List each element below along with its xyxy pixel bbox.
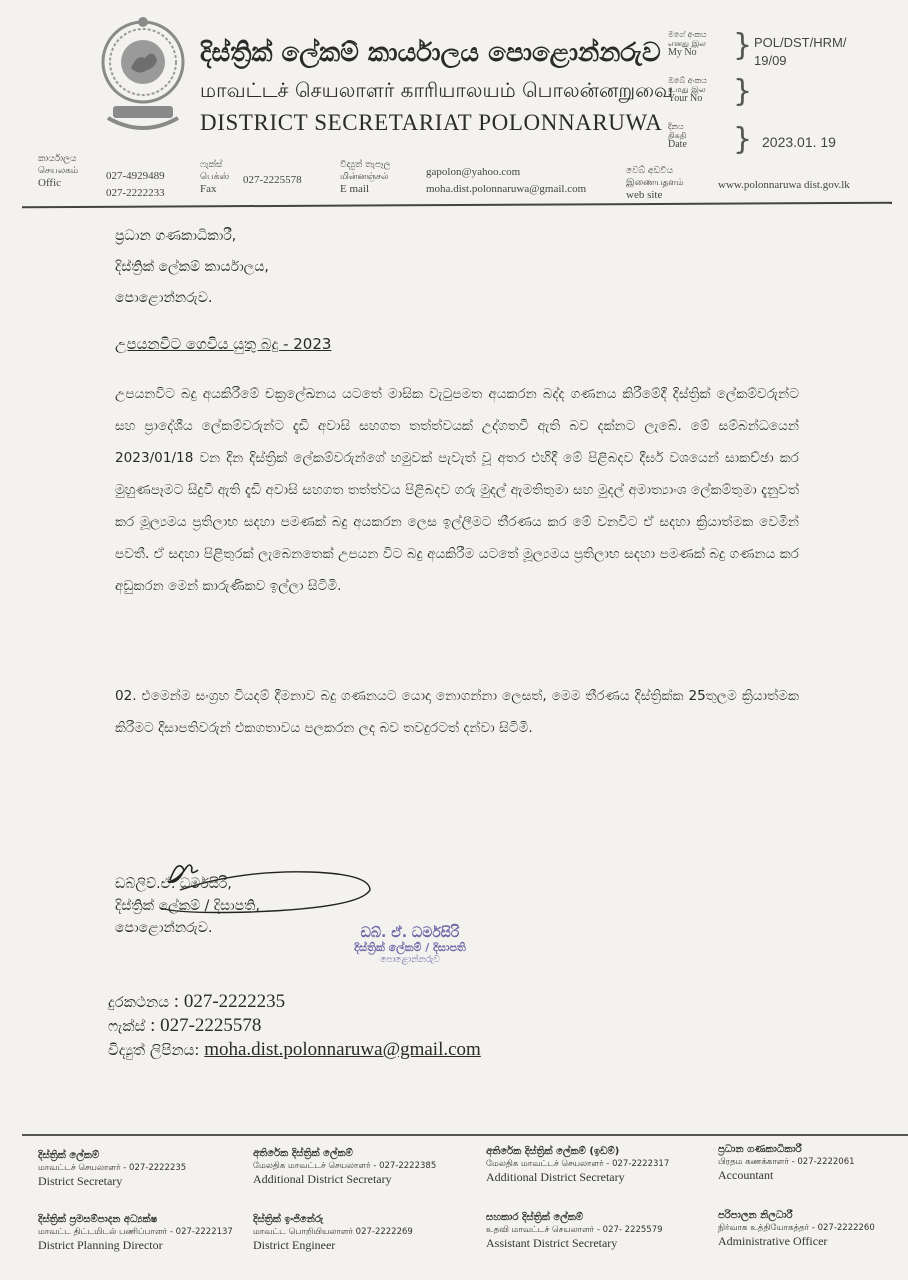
footer-entry-district-secretary: දිස්ත්‍රික් ලේකම් மாவட்டச் செயலாளர் - 027-2222235 District Secretary — [38, 1150, 187, 1188]
letter-paragraph-2: 02. එමෙන්ම සංග්‍රහ වියදම් දීමනාව බදු ගණනයට යොදා නොගන්නා ලෙසත්, මෙම තීරණය දිස්ත්‍රික්ක 25තුලම ක්‍රියාත්මක කිරීමට දිසාපතිවරුන් එකගතාවය පලකරන ලද බව තවදුරටත් දන්වා සිටිමි. — [115, 688, 799, 736]
footer-entry-additional-district-secretary: අතිරේක දිස්ත්‍රික් ලේකම් மேலதிக மாவட்டச் செயலாளர் - 027-2222385 Additional District Secretary — [253, 1148, 437, 1186]
footer-entry-district-engineer: දිස්ත්‍රික් ඉංජිනේරු மாவட்ட பொறியியலாளர் 027-2222269 District Engineer — [253, 1214, 413, 1252]
footer-entry-accountant: ප්‍රධාන ගණකාධිකාරී பிரதம கணக்காளர் - 027-2222061 Accountant — [718, 1144, 855, 1182]
signatory-block — [115, 873, 260, 939]
fax-value: 027-2225578 — [243, 174, 302, 186]
brace-my-no: } — [733, 28, 753, 63]
email-2: moha.dist.polonnaruwa@gmail.com — [426, 183, 587, 195]
stamp-place: පොළොන්නරුව — [380, 955, 440, 965]
web-label: වෙබ් අඩවිය இணையதளம் web site — [626, 166, 684, 201]
contact-email: විද්‍යුත් ලිපිනය: moha.dist.polonnaruwa@gmail.com — [108, 1039, 481, 1060]
email-link[interactable]: moha.dist.polonnaruwa@gmail.com — [204, 1039, 481, 1060]
my-no-value: POL/DST/HRM/ 19/09 — [754, 35, 847, 68]
date-value: 2023.01. 19 — [762, 134, 836, 150]
contact-phone: දුරකථනය : 027-2222235 — [108, 991, 286, 1012]
footer-entry-administrative-officer: පරිපාලන නිලධාරී நிர்வாக உத்தியோகத்தர் - 027-2222260 Administrative Officer — [718, 1210, 875, 1248]
sri-lanka-emblem-icon — [98, 10, 188, 140]
footer-entry-district-planning-director: දිස්ත්‍රික් ප්‍රමසම්පාදන අධ්‍යක්ෂ மாவட்ட திட்டமிடல் பணிப்பாளர் - 027-2222137 District Planning Director — [38, 1214, 233, 1252]
office-phone-2: 027-2222233 — [106, 187, 165, 199]
email-label: විද්‍යුත් තැපෑල மின்னஞ்சல் E mail — [340, 160, 391, 195]
address-line-3: පොළොන්නරුව. — [115, 290, 213, 306]
office-title-english: DISTRICT SECRETARIAT POLONNARUWA — [200, 110, 663, 135]
footer-entry-additional-district-secretary-land: අතිරේක දිස්ත්‍රික් ලේකම් (ඉඩම්) மேலதிக மாவட்டச் செயலாளர் - 027-2222317 Additional District Secretary — [486, 1146, 670, 1184]
address-line-2: දිස්ත්‍රික් ලේකම් කාර්යාලය, — [115, 259, 269, 275]
footer-divider — [22, 1134, 908, 1136]
signatory-place: පොළොන්නරුව. — [115, 920, 213, 936]
official-stamp — [325, 925, 495, 965]
footer-entry-assistant-district-secretary: සහකාර දිස්ත්‍රික් ලේකම් உதவி மாவட்டச் செயலாளர் - 027- 2225579 Assistant District Secretary — [486, 1212, 663, 1250]
your-no-label: ඔබේ අංකය உமது இல Your No — [668, 76, 707, 104]
contact-fax: ෆැක්ස් : 027-2225578 — [108, 1015, 262, 1036]
signatory-title: දිස්ත්‍රික් ලේකම් / දිසාපති, — [115, 898, 260, 914]
date-label: දිනය திகதி Date — [668, 122, 687, 150]
letterhead-contacts — [38, 153, 898, 205]
office-title-sinhala: දිස්ත්‍රික් ලේකම් කාර්යාලය පොළොන්නරුව — [200, 38, 661, 68]
letter-paragraph-1: උපයනවිට බදු අයකිරීමේ චක්‍රලේඛනය යටතේ මාසික වැටුපමත අයකරන බද්ද ගණනය කිරීමේදී දිස්ත්‍රික් ලේකම්වරුන්ට සහ ප්‍රාදේශීය ලේකම්වරුන්ට දැඩි අවාසි සහගත තත්ත්වයක් උද්ගතවී ඇති බව දක්නට ලැබේ. මේ සම්බන්ධයෙන් 2023/01/18 වන දින දිස්ත්‍රික් ලේකම්වරුන්ගේ හමුවක් පැවැත් වූ අතර එහිදී මේ පිළිබදව දීර්ඝ වශයෙන් සාකච්ඡා කර මුහුණපෑමට සිදුවී ඇති දැඩි අවාසි සහගත තත්ත්වය පිළිබදව ගරු මුදල් ඇමතිතුමා සහ මුදල් අමාත්‍යාංශ ලේකම්තුමා දැනුවත් කර මූල්‍යමය ප්‍රතිලාභ සදහා පමණක් බදු අයකරන ලෙස ඉල්ලීමට තීරණය කර මේ වනවිට ඒ සදහා ක්‍රියාත්මක වෙමින් පවතී. ඒ සදහා පිළිතුරක් ලැබෙනතෙක් උපයන විට බදු අයකිරීම යටතේ මූල්‍යමය ප්‍රතිලාභ සදහා පමණක් බදු ගණනය කර අඩුකරන මෙන් කාරුණිකව ඉල්ලා සිටිමි. — [115, 386, 799, 594]
contact-details — [108, 990, 481, 1062]
email-1: gapolon@yahoo.com — [426, 166, 521, 178]
my-no-label: මගේ අංකය எனது இல My No — [668, 30, 707, 58]
brace-date: } — [733, 122, 753, 157]
letter-subject: උපයනවිට ගෙවිය යුතු බදු - 2023 — [115, 335, 332, 353]
stamp-title: දිස්ත්‍රික් ලේකම් / දිසාපති — [354, 941, 466, 954]
stamp-name: ඩබ්. ඒ. ධර්මසිරි — [360, 925, 460, 941]
fax-label: ෆැක්ස් பெக்ஸ் Fax — [200, 160, 230, 195]
address-line-1: ප්‍රධාන ගණකාධිකාරී, — [115, 228, 237, 244]
web-value: www.polonnaruwa dist.gov.lk — [718, 179, 850, 191]
office-title-tamil: மாவட்டச் செயலாளர் காரியாலயம் பொலன்னறுவை — [200, 78, 674, 102]
office-phone-1: 027-4929489 — [106, 170, 165, 182]
brace-your-no: } — [733, 74, 753, 109]
office-phone-label: කාර්යාලය செயலகம் Offic — [38, 154, 79, 189]
signatory-name: ඩබ්ලිව්.ඒ. ධර්මසිරි, — [115, 876, 232, 892]
